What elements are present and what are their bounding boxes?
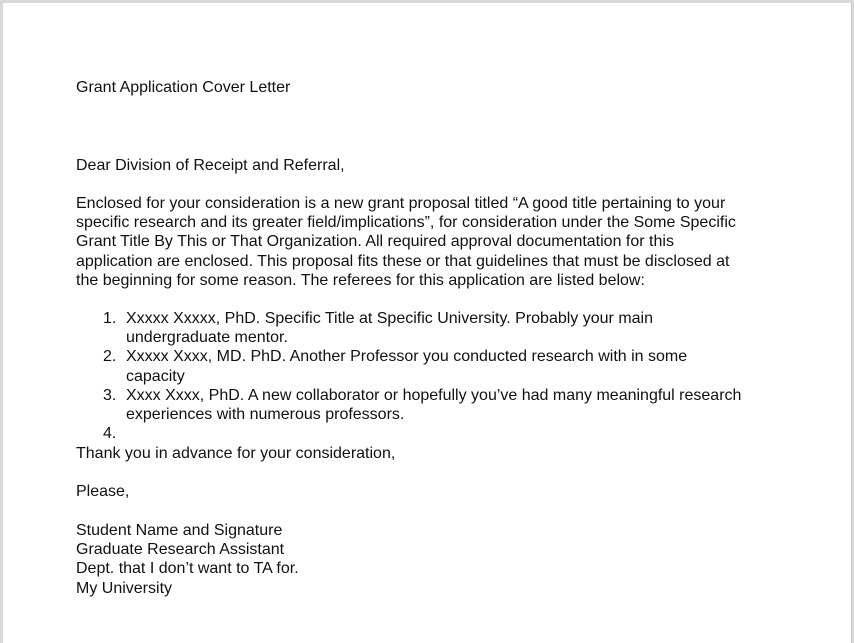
document-page xyxy=(3,3,851,643)
body-line: the beginning for some reason. The referees for this application are listed below: xyxy=(76,271,645,289)
body-line: application are enclosed. This proposal fits these or that guidelines that must be disclosed at xyxy=(76,252,730,270)
closing-line: Thank you in advance for your consideration, xyxy=(76,445,396,462)
salutation: Dear Division of Receipt and Referral, xyxy=(76,157,345,174)
signature-name: Student Name and Signature xyxy=(76,522,283,539)
signature-department: Dept. that I don’t want to TA for. xyxy=(76,560,299,578)
body-line: specific research and its greater field/implications”, for consideration under the Some Specific xyxy=(76,214,736,232)
body-line: Enclosed for your consideration is a new grant proposal titled “A good title pertaining to your xyxy=(76,195,726,212)
referee-line: undergraduate mentor. xyxy=(126,329,288,347)
body-paragraph xyxy=(76,194,776,290)
list-number: 3. xyxy=(103,386,117,404)
signature-university: My University xyxy=(76,579,173,597)
list-number: 4. xyxy=(103,425,117,443)
referee-list xyxy=(76,309,741,443)
referee-item xyxy=(76,309,741,347)
referee-line xyxy=(126,424,741,443)
signature-block xyxy=(76,521,299,598)
referee-item xyxy=(76,347,741,385)
referee-line: Xxxx Xxxx, PhD. A new collaborator or hopefully you’ve had many meaningful research xyxy=(126,386,742,404)
referee-line: experiences with numerous professors. xyxy=(126,406,405,424)
document-title: Grant Application Cover Letter xyxy=(76,79,291,96)
referee-item xyxy=(76,386,741,424)
referee-line: Xxxxx Xxxx, MD. PhD. Another Professor you conducted research with in some xyxy=(126,348,688,366)
referee-item xyxy=(76,424,741,443)
signature-position: Graduate Research Assistant xyxy=(76,541,285,559)
referee-line: capacity xyxy=(126,367,185,385)
signoff: Please, xyxy=(76,483,130,500)
referee-line: Xxxxx Xxxxx, PhD. Specific Title at Specific University. Probably your main xyxy=(126,310,653,327)
list-number: 1. xyxy=(103,310,117,327)
list-number: 2. xyxy=(103,348,117,366)
body-line: Grant Title By This or That Organization. All required approval documentation for this xyxy=(76,233,674,251)
